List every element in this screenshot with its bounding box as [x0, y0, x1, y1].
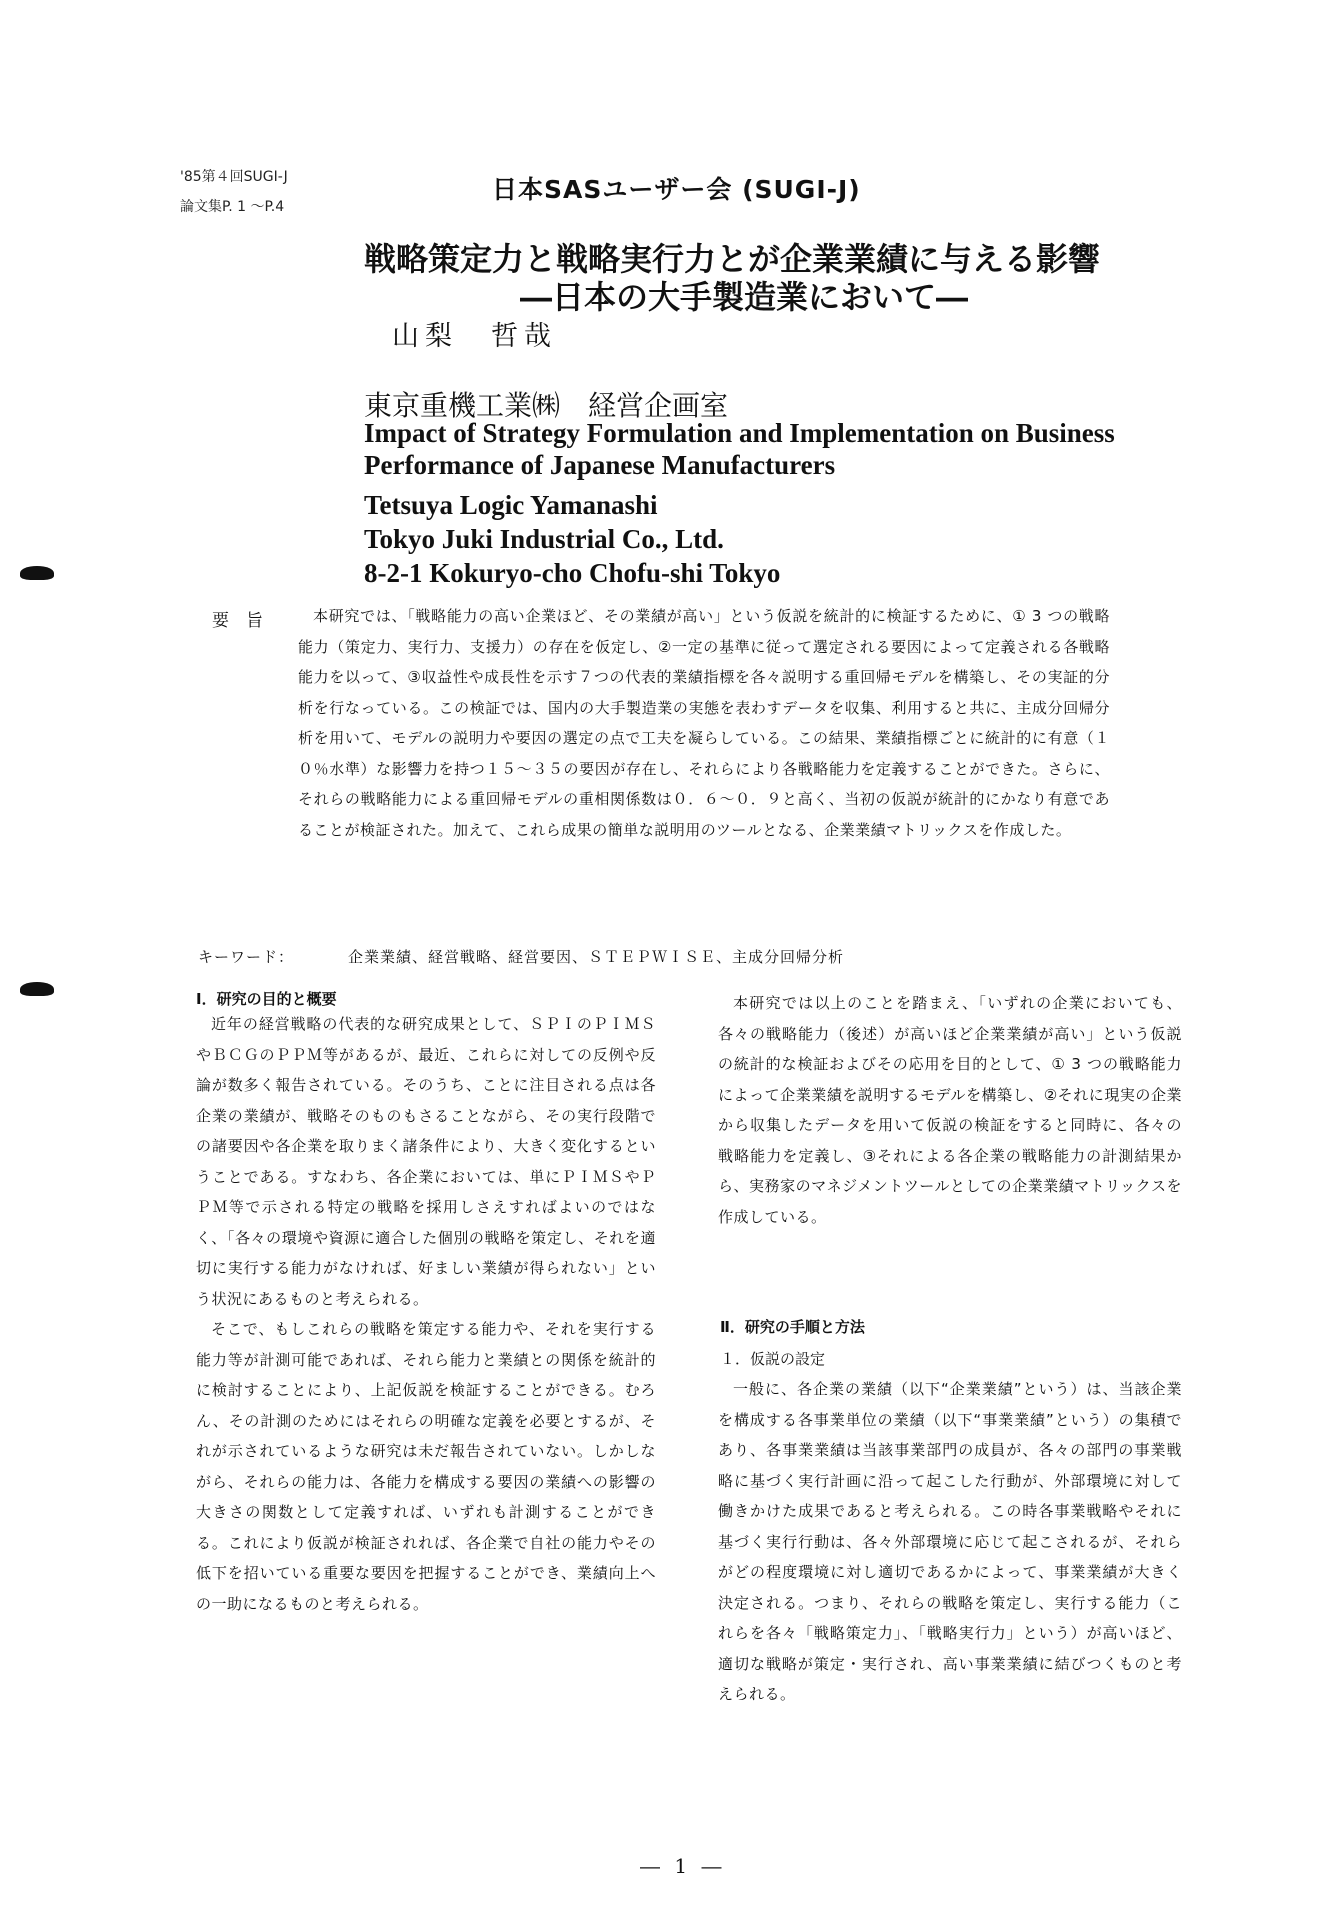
punch-hole-mark: [20, 566, 54, 580]
paper-title-en-line2: Performance of Japanese Manufacturers: [364, 450, 836, 480]
author-name-en: Tetsuya Logic Yamanashi: [364, 490, 658, 520]
right-column-bottom: [718, 1374, 1182, 1710]
paper-title-en-line1: Impact of Strategy Formulation and Implementation on Business: [364, 418, 1115, 448]
abstract-label: 要 旨: [212, 611, 263, 631]
left-column: [196, 1009, 656, 1619]
abstract-paragraph: 本研究では、「戦略能力の高い企業ほど、その業績が高い」という仮説を統計的に検証するために、① 3 つの戦略能力（策定力、実行力、支援力）の存在を仮定し、②一定の基準に従って選定される要因によって定義される各戦略能力を以って、③収益性や成長性を示す７つの代表的業績指標を各々説明する重回帰モデルを構築し、その実証的分析を行なっている。この検証では、国内の大手製造業の実態を表わすデータを収集、利用すると共に、主成分回帰分析を用いて、モデルの説明力や要因の選定の点で工夫を凝らしている。この結果、業績指標ごとに統計的に有意（１０％水準）な影響力を持つ１５～３５の要因が存在し、それらにより各戦略能力を定義することができた。さらに、それらの戦略能力による重回帰モデルの重相関係数は０．６～０．９と高く、当初の仮説が統計的にかなり有意であることが検証された。加えて、これら成果の簡単な説明用のツールとなる、企業業績マトリックスを作成した。: [298, 607, 1110, 839]
paper-title-ja: 戦略策定力と戦略実行力とが企業業績に与える影響: [364, 240, 1101, 278]
conference-info-line1: '85第４回SUGI-J: [180, 169, 288, 185]
punch-hole-mark: [20, 982, 54, 996]
affiliation-en: Tokyo Juki Industrial Co., Ltd.: [364, 524, 724, 554]
author-name-ja: 山梨 哲哉: [392, 321, 557, 352]
society-name: 日本SASユーザー会 (SUGI-J): [492, 175, 861, 204]
section-1-paragraph-1: 近年の経営戦略の代表的な研究成果として、ＳＰＩのＰＩＭＳやＢＣＧのＰＰＭ等があるが、最近、これらに対しての反例や反論が数多く報告されている。そのうち、ことに注目される点は各企業の業績が、戦略そのものもさることながら、その実行段階での諸要因や各企業を取りまく諸条件により、大きく変化するということである。すなわち、各企業においては、単にＰＩＭＳやＰＰＭ等で示される特定の戦略を採用しさえすればよいのではなく、「各々の環境や資源に適合した個別の戦略を策定し、それを適切に実行する能力がなければ、好ましい業績が得られない」という状況にあるものと考えられる。: [196, 1015, 656, 1308]
abstract-text: [298, 601, 1110, 845]
section-1-paragraph-3: 本研究では以上のことを踏まえ、「いずれの企業においても、各々の戦略能力（後述）が高いほど企業業績が高い」という仮説の統計的な検証およびその応用を目的として、① 3 つの戦略能力によって企業業績を説明するモデルを構築し、②それに現実の企業から収集したデータを用いて仮説の検証をすると同時に、各々の戦略能力を定義し、③それによる各企業の戦略能力の計測結果から、実務家のマネジメントツールとしての企業業績マトリックスを作成している。: [718, 994, 1182, 1226]
section-2-heading: Ⅱ．研究の手順と方法: [720, 1318, 865, 1336]
section-2-paragraph-1: 一般に、各企業の業績（以下“企業業績”という）は、当該企業を構成する各事業単位の業績（以下“事業業績”という）の集積であり、各事業業績は当該事業部門の成員が、各々の部門の事業戦略に基づく実行計画に沿って起こした行動が、外部環境に対して働きかけた成果であると考えられる。この時各事業戦略やそれに基づく実行行動は、各々外部環境に応じて起こされるが、それらがどの程度環境に対し適切であるかによって、事業業績が大きく決定される。つまり、それらの戦略を策定し、実行する能力（これらを各々「戦略策定力」、「戦略実行力」という）が高いほど、適切な戦略が策定・実行され、高い事業業績に結びつくものと考えられる。: [718, 1380, 1182, 1703]
affiliation-ja: 東京重機工業㈱ 経営企画室: [364, 389, 729, 422]
paper-subtitle-ja: ―日本の大手製造業において―: [520, 278, 969, 316]
subsection-2-1-heading: １．仮説の設定: [720, 1350, 826, 1368]
right-column-top: [718, 988, 1182, 1232]
keywords-list: 企業業績、経営戦略、経営要因、ＳＴＥＰＷＩＳＥ、主成分回帰分析: [348, 948, 845, 966]
section-1-paragraph-2: そこで、もしこれらの戦略を策定する能力や、それを実行する能力等が計測可能であれば、それら能力と業績との関係を統計的に検討することにより、上記仮説を検証することができる。むろん、その計測のためにはそれらの明確な定義を必要とするが、それが示されているような研究は未だ報告されていない。しかしながら、それらの能力は、各能力を構成する要因の業績への影響の大きさの関数として定義すれば、いずれも計測することができる。これにより仮説が検証されれば、各企業で自社の能力やその低下を招いている重要な要因を把握することができ、業績向上への一助になるものと考えられる。: [196, 1320, 656, 1613]
address-en: 8-2-1 Kokuryo-cho Chofu-shi Tokyo: [364, 558, 781, 588]
section-1-heading: Ⅰ．研究の目的と概要: [196, 990, 337, 1008]
page-number: ― 1 ―: [640, 1854, 726, 1878]
conference-info-line2: 論文集P. 1 ～P.4: [180, 199, 285, 215]
keywords-label: キーワード：: [198, 948, 295, 966]
